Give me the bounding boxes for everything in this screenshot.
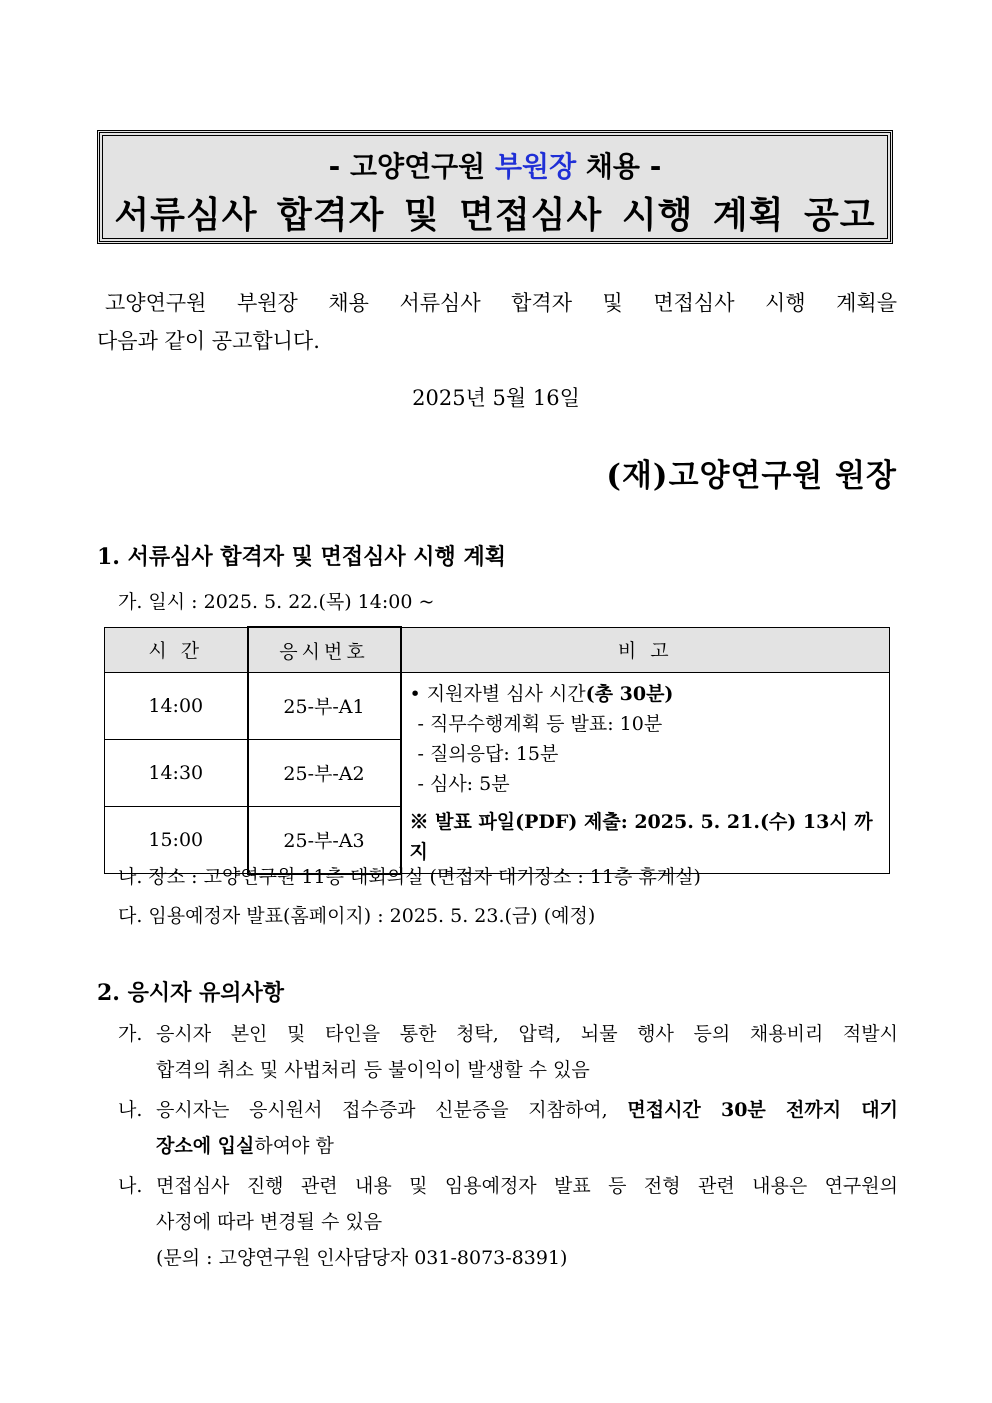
issuer-org: (재)고양연구원 원장: [606, 458, 897, 494]
cell-time: 15:00: [105, 806, 248, 873]
section2-heading: 2. 응시자 유의사항: [97, 980, 285, 1006]
item-label: 가.: [118, 1023, 143, 1045]
item-label: 나.: [118, 1175, 143, 1197]
contact-info: (문의 : 고양연구원 인사담당자 031-8073-8391): [156, 1247, 568, 1269]
item-line1: [156, 1092, 898, 1128]
section2-item-2: [118, 1092, 898, 1164]
title-box: [97, 130, 893, 244]
note-bullet-bold: (총 30분): [585, 683, 674, 705]
note-bullet: [410, 679, 882, 709]
note-bullet-text: • 지원자별 심사 시간: [409, 683, 586, 705]
intro-paragraph: [97, 284, 897, 360]
item-line2-plain: 하여야 함: [254, 1135, 334, 1157]
note-sub1: - 직무수행계획 등 발표: 10분: [417, 713, 663, 735]
item-line1: 면접심사 진행 관련 내용 및 임용예정자 발표 등 전형 관련 내용은 연구원의: [156, 1175, 898, 1197]
note-sub3: - 심사: 5분: [417, 773, 510, 795]
cell-note: [401, 673, 890, 874]
item-line2-bold: 장소에 입실: [156, 1135, 255, 1157]
section1-item-na: 나. 장소 : 고양연구원 11층 대회의실 (면접자 대기장소 : 11층 휴게실): [118, 866, 701, 888]
item-label: 나.: [118, 1099, 143, 1121]
page-title: 서류심사 합격자 및 면접심사 시행 계획 공고: [114, 195, 876, 236]
header-number: 응시번호: [248, 627, 401, 673]
table-header-row: [105, 627, 890, 673]
notice-date: 2025년 5월 16일: [412, 386, 580, 410]
section2-item-3: [118, 1168, 898, 1276]
section1-item-ga: 가. 일시 : 2025. 5. 22.(목) 14:00 ~: [118, 591, 435, 613]
cell-time: 14:00: [105, 673, 248, 740]
cell-time: 14:30: [105, 739, 248, 806]
section1-heading: 1. 서류심사 합격자 및 면접심사 시행 계획: [97, 544, 506, 570]
header-note: 비 고: [401, 627, 890, 673]
note-warning: ※ 발표 파일(PDF) 제출: 2025. 5. 21.(수) 13시 까지: [409, 811, 873, 863]
title-accent: 부원장: [494, 150, 577, 183]
item-line2: 사정에 따라 변경될 수 있음: [156, 1211, 383, 1233]
intro-line1: 고양연구원 부원장 채용 서류심사 합격자 및 면접심사 시행 계획을: [105, 291, 897, 315]
cell-number: 25-부-A3: [248, 806, 401, 873]
note-sub2: - 질의응답: 15분: [417, 743, 559, 765]
intro-line2: 다음과 같이 공고합니다.: [97, 329, 320, 353]
section1-item-da: 다. 임용예정자 발표(홈페이지) : 2025. 5. 23.(금) (예정): [118, 905, 596, 927]
item-line1-plain: 응시자는 응시원서 접수증과 신분증을 지참하여,: [156, 1099, 628, 1121]
item-line2: 합격의 취소 및 사법처리 등 불이익이 발생할 수 있음: [156, 1059, 590, 1081]
header-time: 시 간: [105, 627, 248, 673]
schedule-table: [104, 626, 890, 875]
cell-number: 25-부-A2: [248, 739, 401, 806]
item-line1-bold: 면접시간 30분 전까지 대기: [627, 1099, 899, 1121]
title-line1: [100, 145, 890, 185]
title-suffix: 채용 -: [576, 150, 662, 183]
title-prefix: - 고양연구원: [328, 150, 495, 183]
cell-number: 25-부-A1: [248, 673, 401, 740]
section2-item-1: [118, 1016, 898, 1088]
item-line1: 응시자 본인 및 타인을 통한 청탁, 압력, 뇌물 행사 등의 채용비리 적발시: [156, 1023, 898, 1045]
table-row: [105, 673, 890, 740]
